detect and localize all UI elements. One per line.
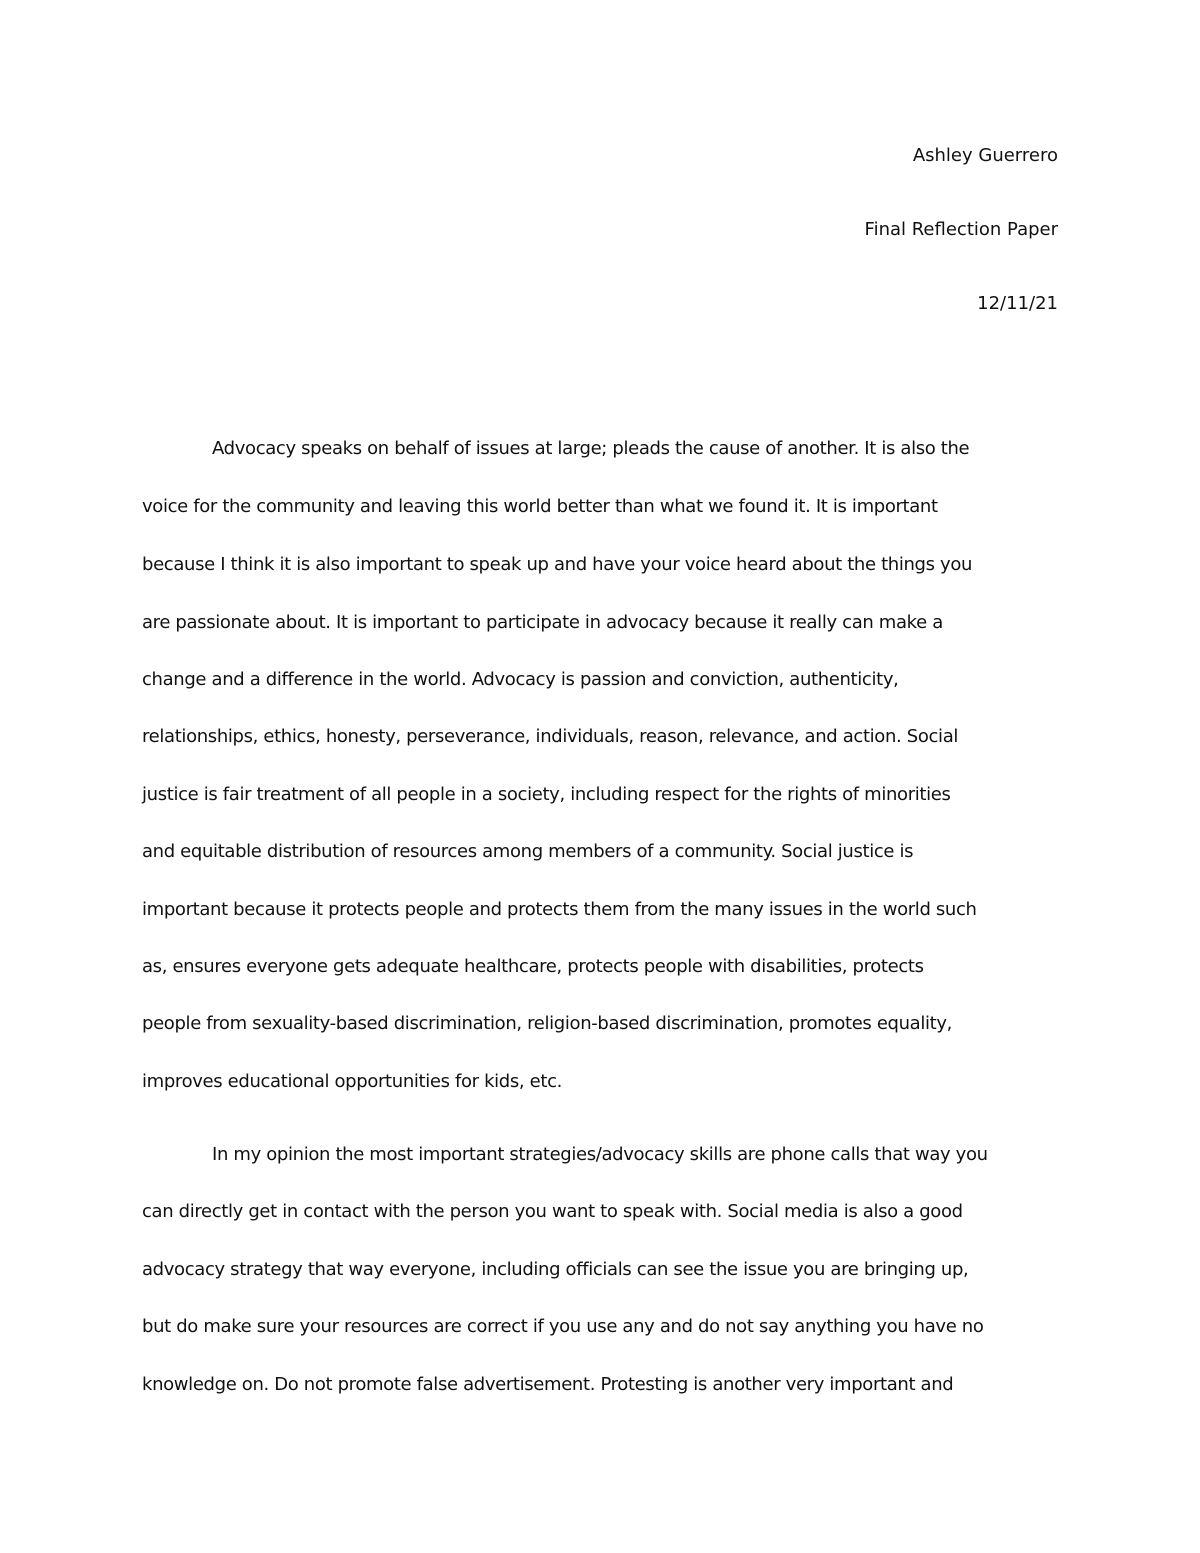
paragraph-1-line: are passionate about. It is important to participate in advocacy because it really can make a xyxy=(142,612,943,633)
paragraph-2-line: In my opinion the most important strategies/advocacy skills are phone calls that way you xyxy=(212,1144,988,1165)
paragraph-1-line: improves educational opportunities for kids, etc. xyxy=(142,1071,563,1092)
paragraph-1-line: people from sexuality-based discrimination, religion-based discrimination, promotes equality, xyxy=(142,1013,953,1034)
author-name: Ashley Guerrero xyxy=(912,145,1058,166)
paragraph-2-line: can directly get in contact with the person you want to speak with. Social media is also a good xyxy=(142,1201,963,1222)
paragraph-1-line: important because it protects people and protects them from the many issues in the world such xyxy=(142,899,977,920)
paragraph-1-line: Advocacy speaks on behalf of issues at large; pleads the cause of another. It is also the xyxy=(212,438,970,459)
paragraph-2-line: advocacy strategy that way everyone, including officials can see the issue you are bringing up, xyxy=(142,1259,969,1280)
paragraph-2-line: knowledge on. Do not promote false advertisement. Protesting is another very important and xyxy=(142,1374,954,1395)
paragraph-1-line: voice for the community and leaving this world better than what we found it. It is important xyxy=(142,496,938,517)
paper-title: Final Reflection Paper xyxy=(864,219,1058,240)
paragraph-1-line: relationships, ethics, honesty, perseverance, individuals, reason, relevance, and action. Social xyxy=(142,726,959,747)
paragraph-1-line: because I think it is also important to speak up and have your voice heard about the things you xyxy=(142,554,973,575)
paragraph-2-line: but do make sure your resources are correct if you use any and do not say anything you have no xyxy=(142,1316,984,1337)
paragraph-1-line: change and a difference in the world. Advocacy is passion and conviction, authenticity, xyxy=(142,669,899,690)
paragraph-1-line: justice is fair treatment of all people in a society, including respect for the rights of minorities xyxy=(142,784,951,805)
paragraph-1-line: as, ensures everyone gets adequate healthcare, protects people with disabilities, protects xyxy=(142,956,924,977)
paper-date: 12/11/21 xyxy=(977,293,1058,314)
paragraph-1-line: and equitable distribution of resources among members of a community. Social justice is xyxy=(142,841,914,862)
